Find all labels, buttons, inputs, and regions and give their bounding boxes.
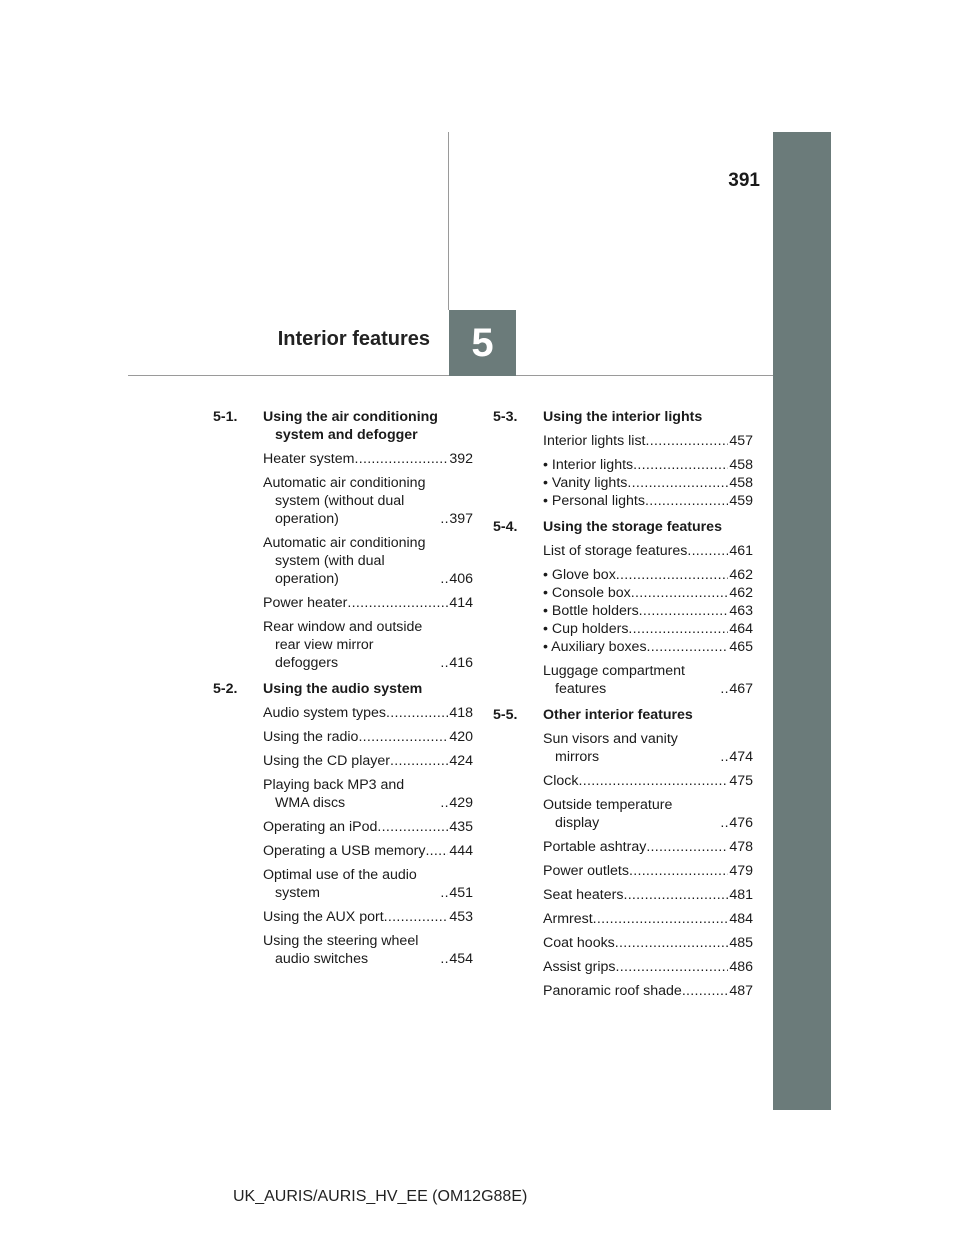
entry-page-number: 418 <box>449 705 473 721</box>
dot-leader <box>646 838 728 856</box>
toc-entry[interactable] <box>543 662 753 698</box>
entry-label: • Glove box <box>543 567 616 583</box>
entry-page-number: 486 <box>729 959 753 975</box>
dot-leader <box>377 818 448 836</box>
entry-page-number: 444 <box>449 843 473 859</box>
entry-label: Sun visors and vanity mirrors <box>543 731 678 765</box>
entry-label: • Auxiliary boxes <box>543 639 647 655</box>
entry-label: Using the AUX port <box>263 909 384 925</box>
dot-leader <box>425 842 448 860</box>
section-number: 5-1. <box>213 409 238 425</box>
entry-label: • Vanity lights <box>543 475 628 491</box>
toc-entry[interactable] <box>263 450 473 468</box>
entry-label: • Interior lights <box>543 457 634 473</box>
entry-label: Using the radio <box>263 729 359 745</box>
section-title: Using the audio system <box>263 681 423 697</box>
dot-leader <box>720 814 728 832</box>
dot-leader <box>358 728 448 746</box>
entry-page-number: 424 <box>449 753 473 769</box>
dot-leader <box>440 794 448 812</box>
section-title: Other interior features <box>543 707 693 723</box>
entry-page-number: 474 <box>729 749 753 765</box>
dot-leader <box>628 620 728 638</box>
toc-entry[interactable] <box>263 474 473 528</box>
toc-entry[interactable] <box>543 772 753 790</box>
entry-page-number: 487 <box>729 983 753 999</box>
toc-entry[interactable] <box>543 886 753 904</box>
entry-label: • Cup holders <box>543 621 629 637</box>
entry-label: Armrest <box>543 911 593 927</box>
entry-label: Optimal use of the audio system <box>263 867 417 901</box>
dot-leader <box>647 638 729 656</box>
entry-label: Automatic air conditioning system (with dual operation) <box>263 535 426 587</box>
section-heading[interactable] <box>493 408 753 426</box>
entry-page-number: 481 <box>729 887 753 903</box>
entry-label: Power heater <box>263 595 348 611</box>
dot-leader <box>629 862 728 880</box>
entry-page-number: 392 <box>449 451 473 467</box>
entry-page-number: 458 <box>729 475 753 491</box>
toc-subentry[interactable] <box>543 566 753 584</box>
document-footer: UK_AURIS/AURIS_HV_EE (OM12G88E) <box>233 1188 528 1205</box>
toc-section <box>213 408 473 672</box>
dot-leader <box>386 704 448 722</box>
entry-page-number: 464 <box>729 621 753 637</box>
toc-entry[interactable] <box>543 542 753 560</box>
toc-entry[interactable] <box>263 728 473 746</box>
toc-subentry[interactable] <box>543 474 753 492</box>
dot-leader <box>440 950 448 968</box>
section-heading[interactable] <box>213 408 473 444</box>
toc-subentry[interactable] <box>543 638 753 656</box>
section-heading[interactable] <box>493 518 753 536</box>
dot-leader <box>440 654 448 672</box>
entry-label: Outside temperature display <box>543 797 673 831</box>
toc-entry[interactable] <box>263 752 473 770</box>
section-title: Using the air conditioning system and defogger <box>263 409 438 443</box>
section-heading[interactable] <box>213 680 473 698</box>
entry-label: Automatic air conditioning system (without dual operation) <box>263 475 426 527</box>
dot-leader <box>390 752 448 770</box>
toc-entry[interactable] <box>543 838 753 856</box>
chapter-number-box: 5 <box>449 310 516 376</box>
dot-leader <box>440 884 448 902</box>
toc-entry[interactable] <box>543 796 753 832</box>
toc-entry[interactable] <box>263 818 473 836</box>
section-number: 5-5. <box>493 707 518 723</box>
toc-entry[interactable] <box>263 908 473 926</box>
dot-leader <box>347 594 448 612</box>
entry-page-number: 457 <box>729 433 753 449</box>
dot-leader <box>633 456 728 474</box>
entry-label: Rear window and outside rear view mirror defoggers <box>263 619 423 671</box>
toc-entry[interactable] <box>263 932 473 968</box>
section-heading[interactable] <box>493 706 753 724</box>
entry-label: • Console box <box>543 585 631 601</box>
entry-page-number: 485 <box>729 935 753 951</box>
entry-label: Power outlets <box>543 863 629 879</box>
entry-page-number: 454 <box>449 951 473 967</box>
entry-page-number: 397 <box>449 511 473 527</box>
toc-entry[interactable] <box>263 704 473 722</box>
entry-page-number: 484 <box>729 911 753 927</box>
entry-page-number: 453 <box>449 909 473 925</box>
toc-entry[interactable] <box>263 618 473 672</box>
toc-entry[interactable] <box>543 934 753 952</box>
entry-page-number: 416 <box>449 655 473 671</box>
entry-page-number: 462 <box>729 567 753 583</box>
toc-subentry[interactable] <box>543 456 753 474</box>
dot-leader <box>720 680 728 698</box>
entry-page-number: 462 <box>729 585 753 601</box>
header-vertical-rule <box>448 132 449 310</box>
dot-leader <box>616 958 729 976</box>
entry-label: Clock <box>543 773 579 789</box>
toc-subentry[interactable] <box>543 602 753 620</box>
dot-leader <box>615 934 729 952</box>
entry-page-number: 435 <box>449 819 473 835</box>
toc-section <box>213 680 473 968</box>
page-number: 391 <box>728 170 760 191</box>
entry-page-number: 406 <box>449 571 473 587</box>
chapter-side-tab <box>773 132 831 1110</box>
dot-leader <box>646 432 729 450</box>
entry-label: Using the CD player <box>263 753 390 769</box>
entry-label: List of storage features <box>543 543 688 559</box>
section-number: 5-2. <box>213 681 238 697</box>
entry-label: Portable ashtray <box>543 839 647 855</box>
entry-page-number: 461 <box>729 543 753 559</box>
toc-left-column <box>213 408 473 976</box>
toc-right-column <box>493 408 753 1008</box>
section-title: Using the interior lights <box>543 409 703 425</box>
dot-leader <box>645 492 728 510</box>
entry-page-number: 475 <box>729 773 753 789</box>
entry-label: • Personal lights <box>543 493 645 509</box>
entry-page-number: 420 <box>449 729 473 745</box>
dot-leader <box>616 566 729 584</box>
entry-page-number: 467 <box>729 681 753 697</box>
entry-page-number: 479 <box>729 863 753 879</box>
dot-leader <box>682 982 729 1000</box>
dot-leader <box>440 510 448 528</box>
section-title: Using the storage features <box>543 519 722 535</box>
entry-page-number: 476 <box>729 815 753 831</box>
dot-leader <box>687 542 728 560</box>
toc-entry[interactable] <box>263 594 473 612</box>
toc-entry[interactable] <box>263 534 473 588</box>
toc-entry[interactable] <box>543 862 753 880</box>
toc-section <box>493 518 753 698</box>
entry-page-number: 458 <box>729 457 753 473</box>
entry-label: Panoramic roof shade <box>543 983 682 999</box>
toc-entry[interactable] <box>263 866 473 902</box>
entry-page-number: 465 <box>729 639 753 655</box>
entry-page-number: 414 <box>449 595 473 611</box>
entry-label: • Bottle holders <box>543 603 639 619</box>
entry-page-number: 451 <box>449 885 473 901</box>
entry-page-number: 429 <box>449 795 473 811</box>
entry-page-number: 459 <box>729 493 753 509</box>
toc-entry[interactable] <box>543 982 753 1000</box>
toc-entry[interactable] <box>543 730 753 766</box>
toc-subentry[interactable] <box>543 620 753 638</box>
entry-label: Interior lights list <box>543 433 646 449</box>
toc-entry[interactable] <box>543 432 753 450</box>
dot-leader <box>627 474 728 492</box>
dot-leader <box>639 602 729 620</box>
entry-label: Assist grips <box>543 959 616 975</box>
dot-leader <box>440 570 448 588</box>
toc-section <box>493 408 753 510</box>
toc-entry[interactable] <box>263 776 473 812</box>
toc-entry[interactable] <box>543 958 753 976</box>
entry-label: Operating an iPod <box>263 819 378 835</box>
entry-label: Coat hooks <box>543 935 615 951</box>
entry-label: Seat heaters <box>543 887 624 903</box>
entry-label: Audio system types <box>263 705 387 721</box>
chapter-title: Interior features <box>277 328 430 350</box>
toc-entry[interactable] <box>543 910 753 928</box>
entry-label: Luggage compartment features <box>543 663 685 697</box>
entry-label: Operating a USB memory <box>263 843 426 859</box>
toc-entry[interactable] <box>263 842 473 860</box>
entry-label: Heater system <box>263 451 355 467</box>
entry-label: Using the steering wheel audio switches <box>263 933 419 967</box>
entry-page-number: 478 <box>729 839 753 855</box>
dot-leader <box>354 450 448 468</box>
dot-leader <box>384 908 449 926</box>
section-number: 5-4. <box>493 519 518 535</box>
toc-section <box>493 706 753 1000</box>
dot-leader <box>593 910 729 928</box>
toc-subentry[interactable] <box>543 584 753 602</box>
dot-leader <box>720 748 728 766</box>
entry-label: Playing back MP3 and WMA discs <box>263 777 405 811</box>
dot-leader <box>623 886 728 904</box>
entry-page-number: 463 <box>729 603 753 619</box>
section-number: 5-3. <box>493 409 518 425</box>
toc-subentry[interactable] <box>543 492 753 510</box>
dot-leader <box>631 584 729 602</box>
dot-leader <box>578 772 728 790</box>
